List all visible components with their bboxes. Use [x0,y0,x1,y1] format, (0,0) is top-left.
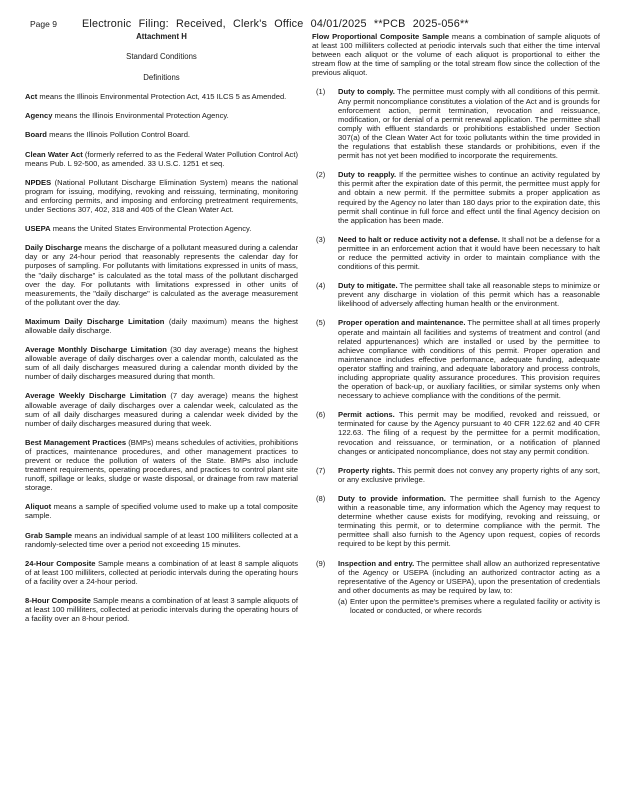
definition-text: (National Pollutant Discharge Elimination System) means the national program for issuing, modifying, revoking and reissuing, terminating, monitoring and enforcing permits, and imposing and enforcing pretreatment requirements, under Sections 307, 402, 318 and 405 of the Clean Water Act. [25,177,298,215]
condition-title: Duty to reapply. [338,170,397,180]
definition-term: 24-Hour Composite [25,558,96,568]
condition-text: The permittee shall at all times properly operate and maintain all facilities and systems of treatment and control (and related appurtenances) which are installed or used by the permittee to achieve compliance with conditions of this permit. Proper operation and maintenance includes effective performance, adequate funding, adequate operator staffing and training, and adequate laboratory and process controls, including appropriate quality assurance procedures. This provision requires the operation of back-up, or auxiliary facilities, or similar systems only when necessary to achieve compliance with the conditions of the permit. [338,318,600,401]
section-heading: Standard Conditions [126,52,197,62]
definition-term: NPDES [25,177,52,187]
condition-item [312,281,600,308]
definition-text: means an individual sample of at least 100 milliliters collected at a randomly-selected time over a period not exceeding 15 minutes. [25,530,298,549]
definition-term: Act [25,92,38,102]
condition-number: (7) [316,465,326,475]
page-number: Page 9 [30,19,57,29]
condition-item [312,235,600,271]
condition-item [312,494,600,549]
condition-item [312,559,600,595]
definition-term: Maximum Daily Discharge Limitation [25,316,165,326]
definition-term: Flow Proportional Composite Sample [312,32,450,41]
definition-text: (30 day average) means the highest allowable average of daily discharges over a calendar month, calculated as the sum of all daily discharges measured during a calendar month divided by the number of daily discharges measured during that month. [25,345,299,382]
condition-body [338,494,600,549]
definition-text: means the Illinois Environmental Protection Act, 415 ILCS 5 as Amended. [37,92,287,102]
condition-body [338,410,600,455]
definition-item [25,243,298,307]
definition-text: means the Illinois Pollution Control Board. [46,130,191,140]
definition-term: Daily Discharge [25,243,83,253]
condition-body [338,318,600,400]
definition-term: Best Management Practices [25,437,127,447]
condition-text: It shall not be a defense for a permittee in an enforcement action that it would have been necessary to halt or reduce the permitted activity in order to maintain compliance with the conditions of this permit. [338,234,600,272]
condition-body [338,235,600,271]
definition-item [25,92,298,101]
condition-text: This permit does not convey any property rights of any sort, or any exclusive privilege. [338,465,600,484]
definition-text: means the Illinois Environmental Protection Agency. [52,111,229,121]
definition-term: Grab Sample [25,530,73,540]
definition-term: Average Weekly Discharge Limitation [25,391,167,401]
condition-title: Inspection and entry. [338,558,415,568]
condition-number: (4) [316,281,326,291]
definition-item [25,531,298,549]
condition-number: (6) [316,410,326,420]
condition-number: (9) [316,558,326,568]
condition-body [338,281,600,308]
definition-item [25,345,298,381]
definition-term: Average Monthly Discharge Limitation [25,345,167,355]
definition-term: 8-Hour Composite [25,596,91,606]
filing-stamp: Electronic Filing: Received, Clerk's Office 04/01/2025 **PCB 2025-056** [82,18,469,30]
condition-number: (1) [316,87,326,97]
condition-text: This permit may be modified, revoked and reissued, or terminated for cause by the Agency pursuant to 40 CFR 122.62 and 40 CFR 122.63. The filing of a request by the permittee for a permit modification, revocation and reissuance, or termination, or a notification of planned changes or anticipated noncompliance, does not stay any permit condition. [338,410,600,456]
definition-term: Agency [25,111,53,121]
definition-term: USEPA [25,224,51,234]
definition-text: (formerly referred to as the Federal Water Pollution Control Act) means Pub. L 92-500, as amended. 33 U.S.C. 1251 et seq. [25,149,298,168]
condition-title: Need to halt or reduce activity not a defense. [338,234,500,244]
definition-text: means the discharge of a pollutant measured during a calendar day or any 24-hour period that reasonably represents the calendar day for purposes of sampling. For pollutants with limitations expressed in units of mass, the "daily discharge" is calculated as the total mass of the pollutant discharged over the day. For pollutants with limitations expressed in other units of measurements, the "daily discharge" is calculated as the average measurement of the pollutant over the day. [25,243,298,307]
definition-text: Sample means a combination of at least 3 sample aliquots of at least 100 milliliters, collected at periodic intervals during the operating hours of a facility over an 8-hour period. [25,596,298,624]
definition-item [25,502,298,520]
definition-item [25,111,298,120]
condition-subitem [338,597,600,615]
left-column [25,32,298,623]
definition-item [25,596,298,623]
condition-item [312,466,600,484]
subitem-text: Enter upon the permittee's premises where a regulated facility or activity is located or conducted, or where records [350,596,600,615]
definition-item [25,130,298,139]
condition-number: (3) [316,234,326,244]
definition-item [25,559,298,586]
definition-text: (BMPs) means schedules of activities, prohibitions of practices, maintenance procedures, and other management practices to prevent or reduce the pollution of waters of the State. BMPs also include treatment requirements, operating procedures, and practices to control plant site runoff, spillage or leaks, sludge or waste disposal, or drainage from raw material storage. [25,437,298,493]
condition-text: The permittee shall allow an authorized representative of the Agency or USEPA (including an authorized contractor acting as a representative of the Agency or USEPA), upon the presentation of credentials and other documents as may be required by law, to: [338,558,601,595]
right-column [312,32,600,615]
condition-title: Duty to comply. [338,87,395,97]
condition-title: Duty to mitigate. [338,281,398,291]
condition-item [312,170,600,225]
condition-title: Property rights. [338,465,395,475]
condition-body [338,170,600,225]
definitions-heading: Definitions [143,73,180,83]
definition-item [25,178,298,214]
condition-number: (8) [316,493,326,503]
definition-text: Sample means a combination of at least 8 sample aliquots of at least 100 milliliters, collected at periodic intervals during the operating hours of a facility over a 24-hour period. [25,558,298,586]
definition-item [25,150,298,168]
condition-title: Proper operation and maintenance. [338,318,466,328]
condition-text: The permittee shall take all reasonable steps to minimize or prevent any discharge in violation of this permit which has a reasonable likelihood of adversely affecting human health or the environment. [338,281,600,309]
definition-item [25,317,298,335]
condition-item [312,318,600,400]
definition-term: Board [25,130,47,140]
definition-text: means the United States Environmental Protection Agency. [50,224,252,234]
condition-body [338,87,600,160]
definition-item [25,438,298,493]
flow-proportional-definition [312,32,600,77]
condition-text: The permittee must comply with all conditions of this permit. Any permit noncompliance constitutes a violation of the Act and is grounds for enforcement action, permit termination, revocation and reissuance, modification, or for denial of a permit renewal application. The permittee shall comply with effluent standards or prohibitions established under Section 307(a) of the Clean Water Act for toxic pollutants within the time provided in the regulations that establish these standards or prohibitions, even if the permit has not yet been modified to incorporate the requirements. [338,87,600,161]
conditions-list [312,87,600,594]
definitions-list [25,92,298,623]
condition-body [338,559,600,595]
condition-text: If the permittee wishes to continue an activity regulated by this permit after the expiration date of this permit, the permittee must apply for and obtain a new permit. If the permittee submits a proper application as required by the Agency no later than 180 days prior to the expiration date, this permit shall continue in full force and effect until the final Agency decision on the application has been made. [338,170,600,225]
condition-item [312,410,600,455]
definition-text: means a sample of specified volume used to make up a total composite sample. [25,502,298,521]
condition-title: Duty to provide information. [338,493,446,503]
condition-title: Permit actions. [338,410,395,420]
condition-number: (5) [316,318,326,328]
definition-term: Aliquot [25,502,52,512]
inspection-subitems [312,596,600,615]
definition-text: (daily maximum) means the highest allowable daily discharge. [25,316,298,335]
condition-body [338,466,600,484]
definition-text: (7 day average) means the highest allowable average of daily discharges over a calendar week, calculated as the sum of all daily discharges measured during a calendar week divided by the number of daily discharges measured during that week. [25,391,298,428]
attachment-title: Attachment H [136,32,187,41]
condition-item [312,87,600,160]
condition-number: (2) [316,170,326,180]
definition-text: means a combination of sample aliquots of at least 100 milliliters collected at periodic intervals such that either the time interval between each aliquot or the volume of each aliquot is proportional to either the stream flow at the time of sampling or the total stream flow since the collection of the previous aliquot. [312,32,600,78]
subitem-letter: (a) [338,596,348,606]
condition-text: The permittee shall furnish to the Agency within a reasonable time, any information which the Agency may request to determine whether cause exists for modifying, revoking and reissuing, or terminating this permit, or to determine compliance with the permit. The permittee shall also furnish to the Agency upon request, copies of records required to be kept by this permit. [338,493,600,549]
definition-item [25,224,298,233]
definition-item [25,391,298,427]
definition-term: Clean Water Act [25,149,83,159]
